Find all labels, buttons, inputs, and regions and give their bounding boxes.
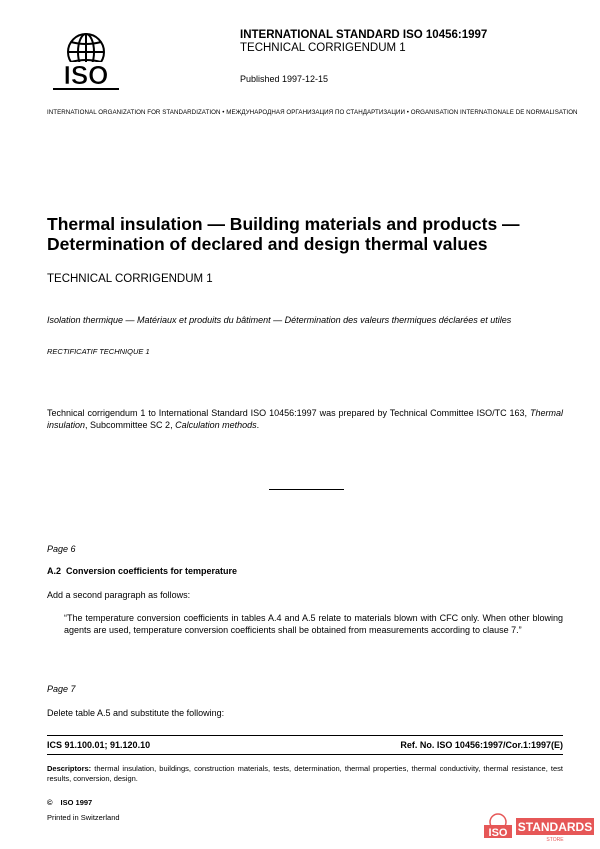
intro-subcommittee: Calculation methods: [175, 420, 257, 430]
section-heading-a2: [47, 566, 237, 576]
descriptors: [47, 764, 563, 784]
store-brand-text: STANDARDS: [517, 820, 593, 834]
french-corrigendum: RECTIFICATIF TECHNIQUE 1: [47, 347, 150, 356]
main-title-line2: Determination of declared and design thermal values: [47, 234, 488, 254]
descriptors-text: thermal insulation, buildings, construction materials, tests, determination, thermal properties, thermal conductivity, thermal resistance, test results, conversion, design.: [47, 764, 563, 783]
standards-store-watermark: [483, 812, 595, 844]
page-6-label: Page 6: [47, 544, 76, 554]
intro-committee: Thermal insulation: [47, 408, 563, 430]
reference-number: Ref. No. ISO 10456:1997/Cor.1:1997(E): [400, 740, 563, 750]
section-number: A.2: [47, 566, 62, 576]
ics-codes: ICS 91.100.01; 91.120.10: [47, 740, 151, 750]
intro-paragraph: [47, 407, 563, 431]
intro-middle: , Subcommittee SC 2,: [85, 420, 176, 430]
store-sub-text: STORE: [546, 837, 564, 843]
quoted-paragraph: “The temperature conversion coefficients in tables A.4 and A.5 relate to materials blown with CFC only. When other blowing agents are used, temperature conversion coefficients shall be obtained from measurements according to clause 7.”: [64, 613, 563, 635]
copyright: [47, 798, 92, 807]
divider: [269, 489, 344, 490]
intro-before: Technical corrigendum 1 to International Standard ISO 10456:1997 was prepared by Technical Committee ISO/TC 163,: [47, 408, 530, 418]
organization-line: INTERNATIONAL ORGANIZATION FOR STANDARDIZATION • МЕЖДУНАРОДНАЯ ОРГАНИЗАЦИЯ ПО СТАНДАРТИЗАЦИИ • ORGANISATION INTERNATIONALE DE NORMALISATION: [47, 109, 578, 116]
page-7-label: Page 7: [47, 684, 76, 694]
main-title: [47, 214, 567, 254]
add-paragraph-instruction: Add a second paragraph as follows:: [47, 590, 191, 600]
intro-end: .: [256, 420, 260, 430]
descriptors-label: Descriptors:: [47, 764, 92, 773]
iso-logo: [47, 30, 125, 92]
store-iso-text: ISO: [488, 827, 508, 839]
published-date: Published 1997-12-15: [240, 74, 329, 84]
footer-rule-bottom: [47, 754, 563, 755]
printed-in: Printed in Switzerland: [47, 813, 120, 822]
iso-logo-text: ISO: [63, 60, 109, 90]
footer-rule-top: [47, 735, 563, 736]
copyright-text: ISO 1997: [60, 798, 93, 807]
main-title-line1: Thermal insulation — Building materials and products —: [47, 214, 520, 234]
section-title: Conversion coefficients for temperature: [66, 566, 238, 576]
corrigendum-label: TECHNICAL CORRIGENDUM 1: [240, 42, 406, 54]
standard-title: INTERNATIONAL STANDARD ISO 10456:1997: [240, 29, 488, 41]
delete-table-instruction: Delete table A.5 and substitute the following:: [47, 708, 225, 718]
french-title: Isolation thermique — Matériaux et produits du bâtiment — Détermination des valeurs thermiques déclarées et utiles: [47, 315, 512, 325]
copyright-symbol: ©: [47, 798, 53, 807]
corrigendum-heading: TECHNICAL CORRIGENDUM 1: [47, 273, 213, 285]
